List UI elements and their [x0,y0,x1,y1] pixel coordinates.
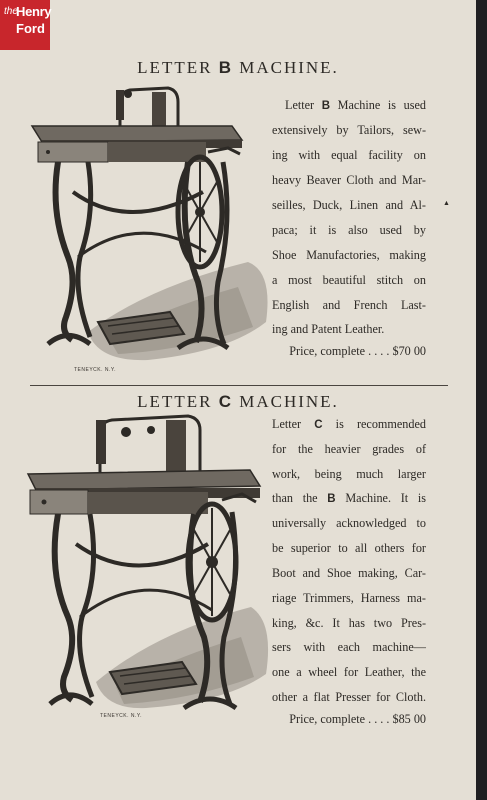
heading-b-letter: B [218,58,233,77]
heading-letter-c-machine [0,392,476,412]
text-c-line-1-bold: C [314,419,323,431]
text-b-line-1-bold: B [321,100,331,112]
text-b-line-5: seilles, Duck, Linen and Al- [272,198,426,212]
text-c-line-10: sers with each machine— [272,640,426,654]
price-b-label: Price, complete . . . . [289,344,393,358]
price-c-label: Price, complete . . . . [289,712,393,726]
text-b-line-2: extensively by Tailors, sew- [272,123,426,137]
heading-letter-b-machine [0,58,476,78]
text-b-line-6: paca; it is also used by [272,223,426,237]
text-b-line-4: heavy Beaver Cloth and Mar- [272,173,426,187]
text-c-line-9: king, &c. It has two Pres- [272,616,426,630]
text-c-line-4 [272,491,426,506]
text-b-line-10: ing and Patent Leather. [272,322,385,336]
letter-b-sewing-machine-illustration [28,82,274,374]
text-b-line-1 [285,98,426,113]
price-c [272,712,426,727]
text-b-line-7: Shoe Manufactories, making [272,248,426,262]
text-c-line-3: work, being much larger [272,467,426,481]
heading-c-pre: LETTER [137,392,219,411]
text-c-line-7: Boot and Shoe making, Car- [272,566,426,580]
margin-marker: ▲ [443,199,450,207]
text-b-line-1-post: Machine is used [330,98,426,112]
text-c-line-5: universally acknowledged to [272,516,426,530]
heading-c-post: MACHINE. [232,392,339,411]
text-c-line-2: for the heavier grades of [272,442,426,456]
text-b-line-3: ing with equal facility on [272,148,426,162]
text-c-line-1 [272,417,426,432]
logo-the: the [4,6,18,17]
price-c-value: $85 00 [392,712,426,726]
page-edge-background [476,0,487,800]
text-c-line-1-pre: Letter [272,417,315,431]
text-c-line-4-post: Machine. It is [335,491,426,505]
price-b-value: $70 00 [392,344,426,358]
heading-b-post: MACHINE. [232,58,339,77]
text-b-line-8: a most beautiful stitch on [272,273,426,287]
price-b [272,344,426,359]
text-c-line-6: be superior to all others for [272,541,426,555]
text-c-line-11: one a wheel for Leather, the [272,665,426,679]
heading-c-letter: C [218,392,233,411]
text-b-line-1-pre: Letter [285,98,322,112]
letter-c-sewing-machine-illustration [26,412,270,722]
engraver-signature-b: TENEYCK. N.Y. [74,367,116,373]
engraver-signature-c: TENEYCK. N.Y. [100,713,142,719]
henry-ford-logo[interactable] [0,0,50,50]
section-divider [30,385,448,386]
logo-ford: Ford [16,21,45,36]
text-c-line-4-bold: B [327,493,336,505]
text-c-line-1-post: is recommended [322,417,426,431]
logo-henry: Henry [16,4,52,19]
text-c-line-8: riage Trimmers, Harness ma- [272,591,426,605]
text-c-line-12: other a flat Presser for Cloth. [272,690,426,704]
heading-b-pre: LETTER [137,58,219,77]
text-c-line-4-pre: than the [272,491,328,505]
text-b-line-9: English and French Last- [272,298,426,312]
